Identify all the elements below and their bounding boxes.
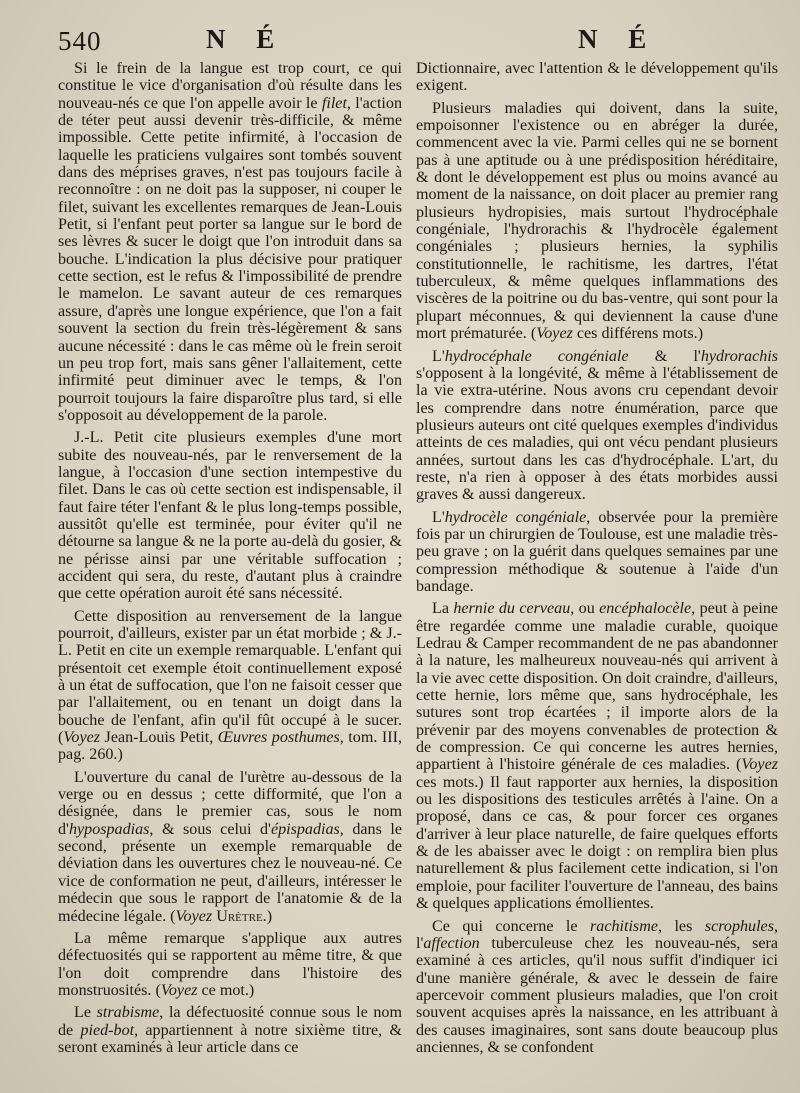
right-column bbox=[416, 60, 778, 1080]
cross-reference: Urètre bbox=[216, 907, 263, 925]
paragraph: La hernie du cerveau, ou encéphalocèle, peut à peine être regardée comme une maladie curable, quoique Ledrau & Camper recommandent de ne pas abandonner à la nature, les malheureux nouveau-nés qui arrivent à la vie avec cette disposition. On doit craindre, d'ailleurs, cette hernie, lors même que, sans hydrocéphale, les sutures sont trop écartées ; il importe alors de la prévenir par des moyens convenables de protection & de compression. Ce qui concerne les autres hernies, appartient à l'histoire générale de ces maladies. (Voyez ces mots.) Il faut rapporter aux hernies, la disposition ou les dispositions des testicules arrêtés à l'aine. On a proposé, dans ce cas, & pour forcer ces organes d'arriver à leur place naturelle, de faire quelques efforts & de les abaisser avec le doigt : on remplira bien plus naturellement & plus facilement cette indication, si l'on emploie, pour faciliter l'ouverture de l'anneau, des bains & quelques applications émollientes. bbox=[416, 600, 778, 913]
paragraph: Si le frein de la langue est trop court, ce qui constitue le vice d'organisation d'où résulte dans les nouveau-nés ce que l'on appelle avoir le filet, l'action de téter peut aussi devenir très-difficile, & même impossible. Cette petite infirmité, à l'occasion de laquelle les praticiens vulgaires sont tombés souvent dans des méprises graves, n'est pas toujours facile à reconnoître : on ne doit pas la supposer, ni couper le filet, suivant les excellentes remarques de Jean-Louis Petit, si l'enfant peut porter sa langue sur le bord de ses lèvres & sucer le doigt que l'on introduit dans sa bouche. L'indication la plus décisive pour pratiquer cette section, est le refus & l'impossibilité de prendre le mamelon. Le savant auteur de ces remarques assure, d'après une longue expérience, que l'on a fait souvent la section du frein très-légèrement & sans aucune nécessité : dans le cas même où le frein seroit un peu trop fort, mais sans gêner l'allaitement, cette infirmité peut diminuer avec le temps, & l'on pourroit toujours la faire disparoître plus tard, si elle s'opposoit au développement de la parole. bbox=[58, 60, 402, 424]
paragraph: La même remarque s'applique aux autres défectuosités qui se rapportent au même titre, & que l'on doit comprendre dans l'histoire des monstruosités. (Voyez ce mot.) bbox=[58, 929, 402, 999]
paragraph: J.-L. Petit cite plusieurs exemples d'une mort subite des nouveau-nés, par le renversement de la langue, à l'occasion d'une section intempestive du filet. Dans le cas où cette section est indispensable, il faut faire téter l'enfant & le plus long-temps possible, aussitôt qu'elle est terminée, pour éviter qu'il ne détourne sa langue & ne la porte au-delà du gosier, & ne périsse ainsi par une véritable suffocation ; accident qui sera, du reste, d'autant plus à craindre que cette opération auroit été sans nécessité. bbox=[58, 429, 402, 603]
paragraph: L'ouverture du canal de l'urètre au-dessous de la verge ou en dessus ; cette difformité, que l'on a désignée, dans le premier cas, sous le nom d'hypospadias, & sous celui d'épispadias, dans le second, présente un exemple remarquable de déviation dans les ouvertures chez le nouveau-né. Ce vice de conformation ne peut, d'ailleurs, intéresser le médecin que sous le rapport de l'anatomie & de la médecine légale. (Voyez Urètre.) bbox=[58, 768, 402, 925]
page-number: 540 bbox=[58, 26, 102, 56]
paragraph: Ce qui concerne le rachitisme, les scrophules, l'affection tuberculeuse chez les nouveau-nés, sera examiné à ces articles, qu'il nous suffit d'indiquer ici d'une manière générale, & avec le dessein de faire apercevoir comment plusieurs maladies, que l'on croit souvent acquises après la naissance, en les attribuant à des causes imaginaires, sont sans doute beaucoup plus anciennes, & se confondent bbox=[416, 917, 778, 1056]
paragraph: L'hydrocèle congéniale, observée pour la première fois par un chirurgien de Toulouse, est une maladie très-peu grave ; on la guérit dans quelques semaines par une compression méthodique & soutenue à l'aide d'un bandage. bbox=[416, 508, 778, 595]
paragraph: Dictionnaire, avec l'attention & le développement qu'ils exigent. bbox=[416, 60, 778, 95]
paragraph: Le strabisme, la défectuosité connue sous le nom de pied-bot, appartiennent à notre sixième titre, & seront examinés à leur article dans ce bbox=[58, 1004, 402, 1056]
paragraph: L'hydrocéphale congéniale & l'hydrorachis s'opposent à la longévité, & même à l'établissement de la vie extra-utérine. Nous avons cru cependant devoir les comprendre dans notre énumération, parce que plusieurs auteurs ont cité quelques exemples d'individus atteints de ces maladies, qui ont vécu pendant plusieurs années, surtout dans les cas d'hydrocéphale. L'art, du reste, n'a rien à opposer à des états morbides aussi graves & aussi dangereux. bbox=[416, 347, 778, 504]
running-head-right: N É bbox=[578, 24, 659, 54]
left-column bbox=[58, 60, 402, 1080]
paragraph: Cette disposition au renversement de la langue pourroit, d'ailleurs, exister par un état morbide ; & J.-L. Petit en cite un exemple remarquable. L'enfant qui présentoit cet exemple étoit continuellement exposé à un état de suffocation, que l'on ne faisoit cesser que par l'allaitement, ou en tenant un doigt dans la bouche de l'enfant, afin qu'il fût occupé à le sucer. (Voyez Jean-Louis Petit, Œuvres posthumes, tom. III, pag. 260.) bbox=[58, 607, 402, 764]
page-header bbox=[58, 22, 772, 62]
running-head-left: N É bbox=[206, 24, 287, 54]
paragraph: Plusieurs maladies qui doivent, dans la suite, empoisonner l'existence ou en abréger la durée, commencent avec la vie. Parmi celles qui ne se bornent pas à une aptitude ou à une prédisposition héréditaire, & dont le développement est plus ou moins avancé au moment de la naissance, on doit placer au premier rang plusieurs hydropisies, mais surtout l'hydrocéphale congéniale, l'hydrorachis & l'hydrocèle également congéniales ; plusieurs hernies, la syphilis constitutionnelle, le rachitisme, les dartres, l'état tuberculeux, & même quelques inflammations des viscères de la poitrine ou du bas-ventre, qui sont pour la plupart méconnues, & qui deviennent la cause d'une mort prématurée. (Voyez ces différens mots.) bbox=[416, 99, 778, 343]
